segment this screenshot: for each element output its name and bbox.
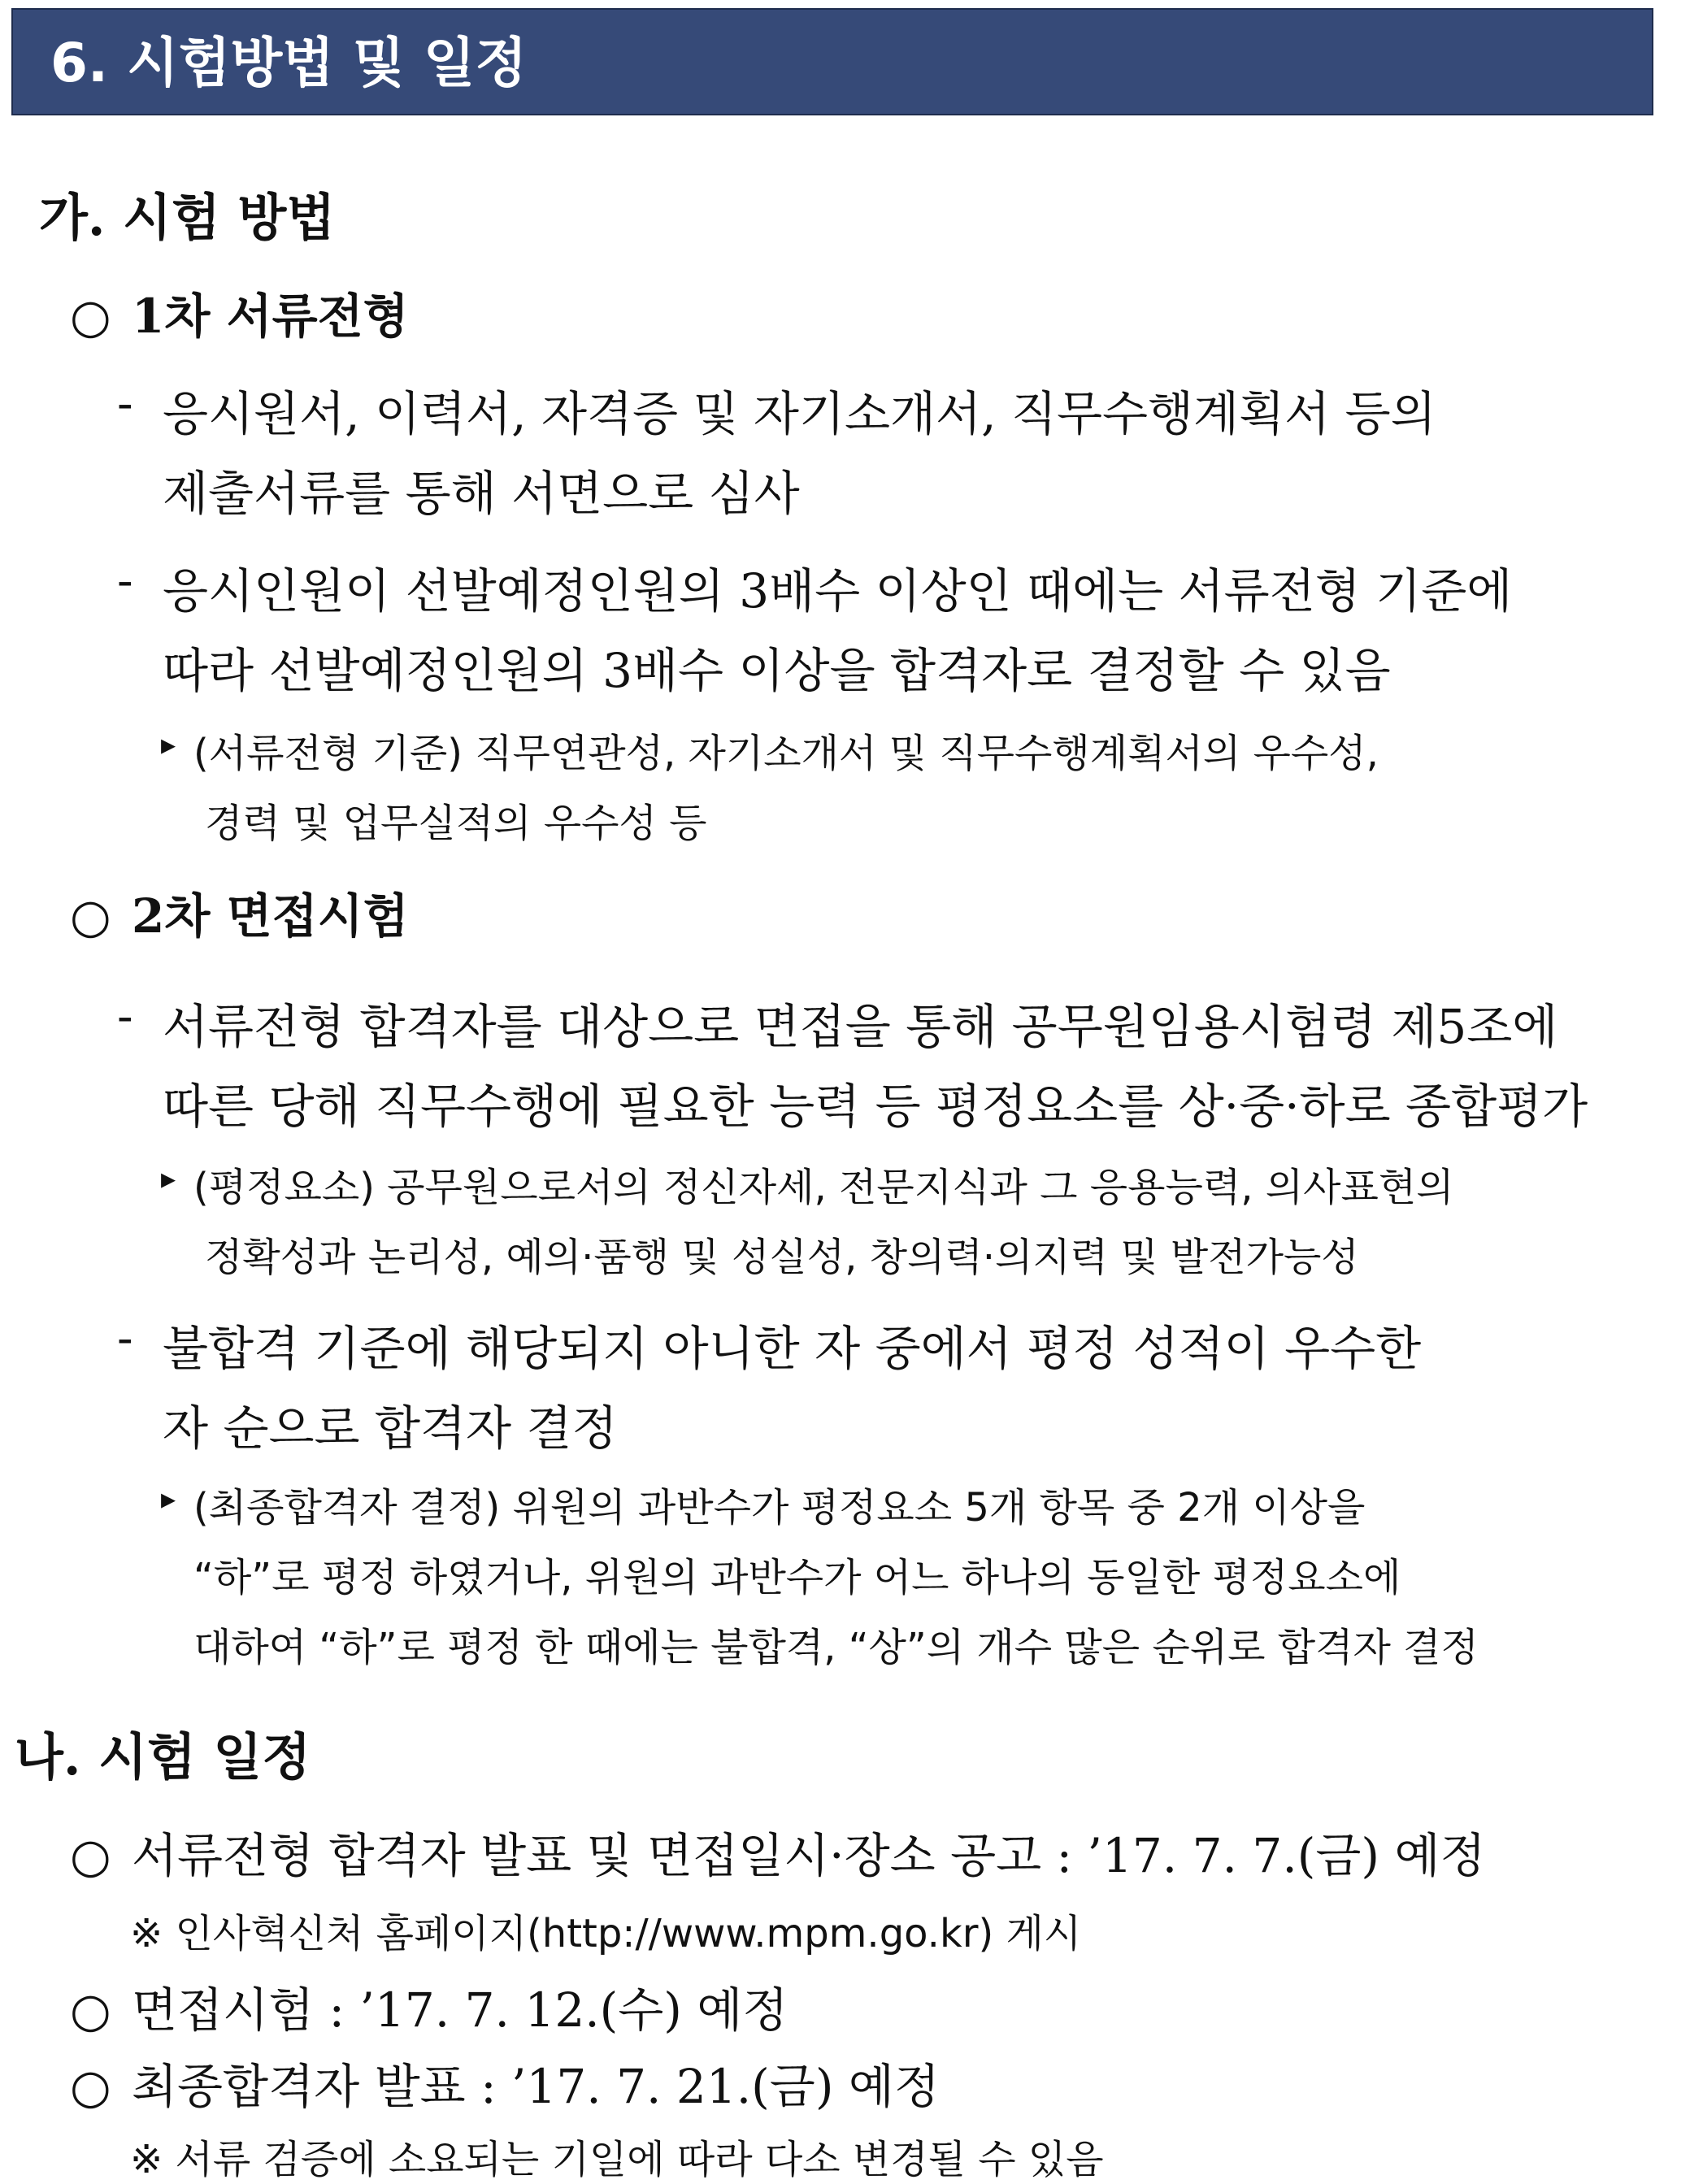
stage2-item1-text1: 서류전형 합격자를 대상으로 면접을 통해 공무원임용시험령 제5조에 [163,999,1558,1054]
stage2-final-line1 [161,1476,1366,1532]
stage1-item1-line2: 제출서류를 통해 서면으로 심사 [163,466,800,521]
triangle-bullet-icon: ▸ [161,728,176,762]
stage2-item1-line1 [117,988,1558,1057]
schedule-final-result-text: 최종합격자 발표 : ’17. 7. 21.(금) 예정 [132,2059,940,2114]
stage1-item2-line1 [117,553,1513,621]
section-header-banner [11,8,1653,115]
section-header-title: 6. 시험방법 및 일정 [50,32,528,94]
section-b-title: 나. 시험 일정 [15,1727,311,1787]
section-a-title: 가. 시험 방법 [39,188,336,247]
stage1-criteria-line2: 경력 및 업무실적의 우수성 등 [205,801,707,846]
stage2-title: 2차 면접시험 [132,888,409,944]
schedule-item-docs-result [70,1817,1486,1886]
stage2-final-line3: 대하여 “하”로 평정 한 때에는 불합격, “상”의 개수 많은 순위로 합격자 결정 [193,1625,1479,1670]
circle-bullet-icon: ○ [70,888,111,944]
dash-bullet-icon: - [117,376,133,431]
stage2-final-text1: (최종합격자 결정) 위원의 과반수가 평정요소 5개 항목 중 2개 이상을 [193,1485,1366,1531]
stage1-title: 1차 서류전형 [132,289,409,344]
circle-bullet-icon: ○ [70,1828,111,1883]
schedule-item-interview [70,1972,788,2040]
dash-bullet-icon: - [117,553,133,608]
triangle-bullet-icon: ▸ [161,1483,176,1516]
circle-bullet-icon: ○ [70,1982,111,2038]
stage2-elements-line1 [161,1156,1454,1212]
stage2-elements-line2: 정확성과 논리성, 예의·품행 및 성실성, 창의력·의지력 및 발전가능성 [205,1235,1359,1280]
schedule-note-homepage: ※ 인사혁신처 홈페이지(http://www.mpm.go.kr) 게시 [130,1911,1082,1956]
stage2-item2-line1 [117,1310,1422,1379]
schedule-note-change: ※ 서류 검증에 소요되는 기일에 따라 다소 변경될 수 있음 [130,2137,1104,2182]
stage1-criteria-text1: (서류전형 기준) 직무연관성, 자기소개서 및 직무수행계획서의 우수성, [193,731,1379,776]
stage2-item2-text1: 불합격 기준에 해당되지 아니한 자 중에서 평정 성적이 우수한 [163,1321,1422,1376]
stage2-elements-text1: (평정요소) 공무원으로서의 정신자세, 전문지식과 그 응용능력, 의사표현의 [193,1165,1454,1210]
circle-bullet-icon: ○ [70,2059,111,2114]
circle-bullet-icon: ○ [70,289,111,344]
stage1-item2-text1: 응시인원이 선발예정인원의 3배수 이상인 때에는 서류전형 기준에 [163,563,1513,619]
schedule-docs-result-text: 서류전형 합격자 발표 및 면접일시·장소 공고 : ’17. 7. 7.(금) 예정 [132,1828,1486,1883]
dash-bullet-icon: - [117,1310,133,1366]
stage1-heading [70,278,409,346]
stage2-item2-line2: 자 순으로 합격자 결정 [163,1400,618,1456]
triangle-bullet-icon: ▸ [161,1162,176,1196]
stage2-heading [70,878,409,946]
stage2-final-line2: “하”로 평정 하였거나, 위원의 과반수가 어느 하나의 동일한 평정요소에 [193,1555,1401,1600]
schedule-interview-text: 면접시험 : ’17. 7. 12.(수) 예정 [132,1982,789,2038]
stage1-item1-text1: 응시원서, 이력서, 자격증 및 자기소개서, 직무수행계획서 등의 [163,386,1436,441]
schedule-item-final-result [70,2048,940,2117]
dash-bullet-icon: - [117,988,133,1044]
stage1-item1-line1 [117,376,1650,444]
stage1-item2-line2: 따라 선발예정인원의 3배수 이상을 합격자로 결정할 수 있음 [163,643,1391,698]
stage2-item1-line2: 따른 당해 직무수행에 필요한 능력 등 평정요소를 상·중·하로 종합평가 [163,1079,1588,1134]
stage1-criteria-line1 [161,722,1379,778]
